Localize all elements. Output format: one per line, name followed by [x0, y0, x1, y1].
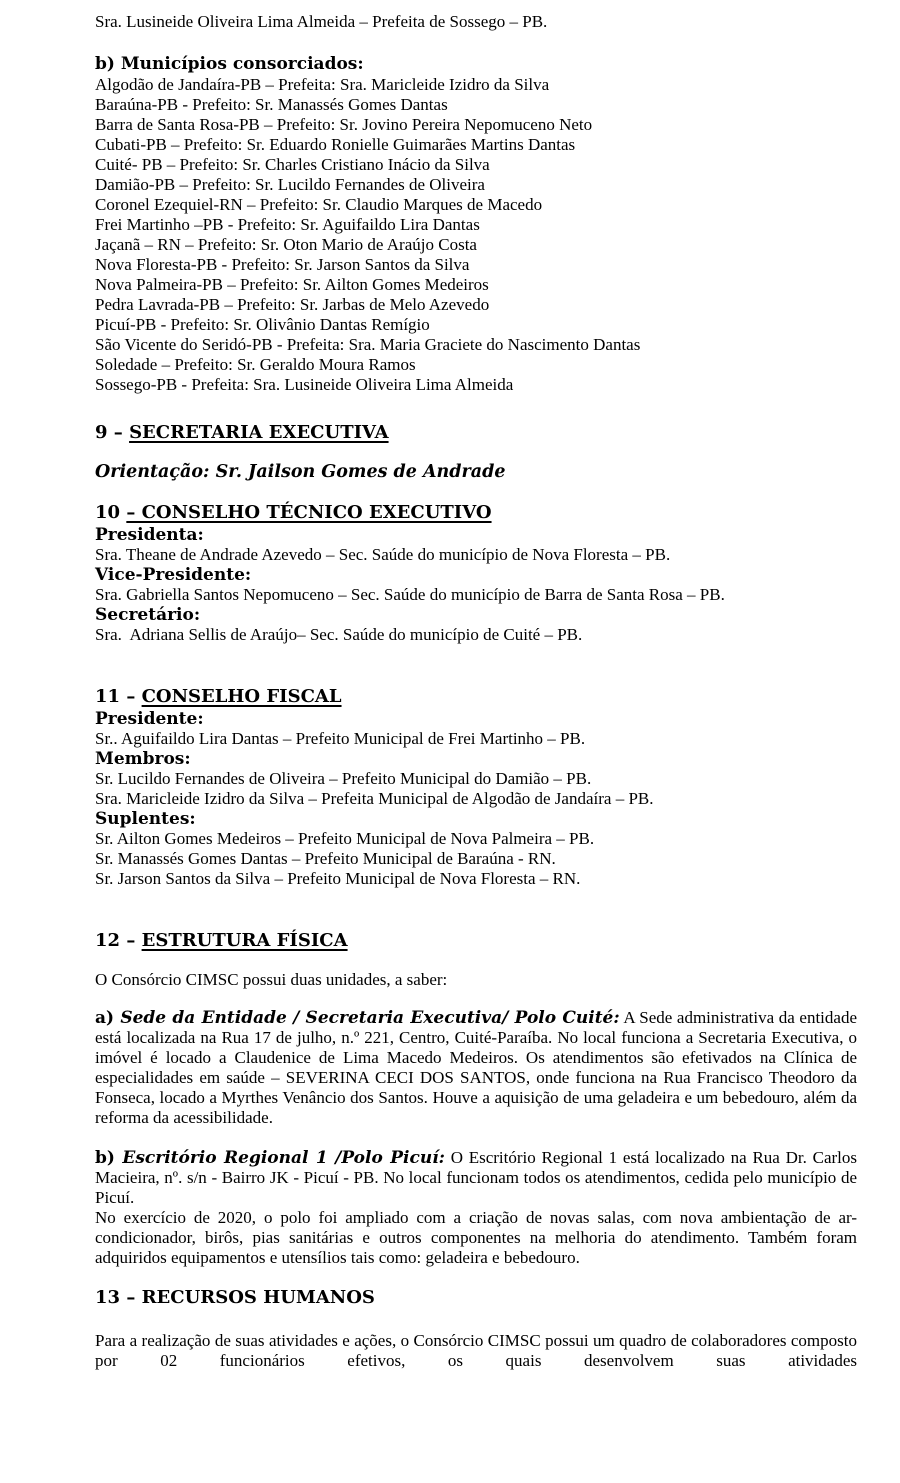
section-number: 12 –	[95, 930, 142, 951]
municipality-line: São Vicente do Seridó-PB - Prefeita: Sra. Maria Graciete do Nascimento Dantas	[95, 335, 641, 354]
municipality-line: Cuité- PB – Prefeito: Sr. Charles Cristiano Inácio da Silva	[95, 155, 490, 174]
group-label: Membros:	[95, 749, 191, 769]
section-11	[95, 685, 857, 889]
role-line: Sra. Gabriella Santos Nepomuceno – Sec. Saúde do município de Barra de Santa Rosa – PB.	[95, 585, 725, 604]
section-heading-11	[95, 685, 857, 709]
consorciados-heading: b) Municípios consorciados:	[95, 54, 364, 74]
paragraph-lead: Sede da Entidade / Secretaria Executiva/ Polo Cuité:	[120, 1008, 620, 1028]
section-heading-13	[95, 1286, 857, 1310]
section-heading-12	[95, 929, 857, 953]
section-number: 11 –	[95, 686, 142, 707]
paragraph-text: A Sede administrativa da entidade está localizada na Rua 17 de julho, n.º 221, Centro, Cuité-Paraíba. No local funciona a Secretaria Executiva, o imóvel é locado a Claudenice de Lima Macedo Medeiros. Os atendimentos são efetivados na Clínica de especialidades em saúde – SEVERINA CECI DOS SANTOS, onde funciona na Rua Francisco Theodoro da Fonseca, locado a Myrthes Venâncio dos Santos. Houve a aquisição de uma geladeira e um bebedouro, além da reforma da acessibilidade.	[95, 1008, 857, 1127]
section-12	[95, 929, 857, 1268]
member-line: Sra. Maricleide Izidro da Silva – Prefeita Municipal de Algodão de Jandaíra – PB.	[95, 789, 654, 808]
paragraph-escritorio	[95, 1148, 857, 1208]
section-number: 13 –	[95, 1287, 142, 1308]
section-heading-9	[95, 421, 857, 445]
role-line: Sra. Adriana Sellis de Araújo– Sec. Saúde do município de Cuité – PB.	[95, 625, 583, 644]
paragraph-escritorio-2: No exercício de 2020, o polo foi ampliado com a criação de novas salas, com nova ambientação de ar-condicionador, birôs, pias sanitárias e outros componentes na melhoria do atendimento. Também foram adquiridos equipamentos e utensílios tais como: geladeira e bebedouro.	[95, 1208, 857, 1267]
municipality-line: Barra de Santa Rosa-PB – Prefeito: Sr. Jovino Pereira Nepomuceno Neto	[95, 115, 593, 134]
section-title: SECRETARIA EXECUTIVA	[129, 422, 389, 443]
member-line: Sr. Manassés Gomes Dantas – Prefeito Municipal de Baraúna - RN.	[95, 849, 556, 868]
municipality-line: Nova Floresta-PB - Prefeito: Sr. Jarson Santos da Silva	[95, 255, 470, 274]
group-label: Suplentes:	[95, 809, 196, 829]
municipality-line: Jaçanã – RN – Prefeito: Sr. Oton Mario de Araújo Costa	[95, 235, 477, 254]
municipality-line: Frei Martinho –PB - Prefeito: Sr. Aguifaildo Lira Dantas	[95, 215, 480, 234]
municipality-line: Coronel Ezequiel-RN – Prefeito: Sr. Claudio Marques de Macedo	[95, 195, 543, 214]
section-number: 9 –	[95, 422, 130, 443]
member-line: Sr. Lucildo Fernandes de Oliveira – Prefeito Municipal do Damião – PB.	[95, 769, 592, 788]
section-heading-10	[95, 501, 857, 525]
role-label: Secretário:	[95, 605, 201, 625]
member-line: Sr. Ailton Gomes Medeiros – Prefeito Municipal de Nova Palmeira – PB.	[95, 829, 595, 848]
section-title: ESTRUTURA FÍSICA	[141, 930, 348, 951]
group-label: Presidente:	[95, 709, 204, 729]
municipality-line: Cubati-PB – Prefeito: Sr. Eduardo Ronielle Guimarães Martins Dantas	[95, 135, 576, 154]
consorciados-block	[95, 54, 857, 395]
section-title: RECURSOS HUMANOS	[141, 1287, 375, 1308]
paragraph-recursos: Para a realização de suas atividades e ações, o Consórcio CIMSC possui um quadro de colaboradores composto por 02 funcionários efetivos, os quais desenvolvem suas atividades	[95, 1331, 857, 1370]
role-label: Vice-Presidente:	[95, 565, 252, 585]
role-line: Sra. Theane de Andrade Azevedo – Sec. Saúde do município de Nova Floresta – PB.	[95, 545, 671, 564]
paragraph-sede	[95, 1008, 857, 1128]
municipality-line: Pedra Lavrada-PB – Prefeito: Sr. Jarbas de Melo Azevedo	[95, 295, 490, 314]
section-10	[95, 501, 857, 645]
municipality-line: Algodão de Jandaíra-PB – Prefeita: Sra. Maricleide Izidro da Silva	[95, 75, 550, 94]
section-title: – CONSELHO TÉCNICO EXECUTIVO	[126, 502, 492, 523]
item-marker-b: b)	[95, 1148, 123, 1168]
municipality-line: Soledade – Prefeito: Sr. Geraldo Moura Ramos	[95, 355, 416, 374]
municipality-line: Sossego-PB - Prefeita: Sra. Lusineide Oliveira Lima Almeida	[95, 375, 514, 394]
municipality-line: Baraúna-PB - Prefeito: Sr. Manassés Gomes Dantas	[95, 95, 448, 114]
municipality-line: Damião-PB – Prefeito: Sr. Lucildo Fernandes de Oliveira	[95, 175, 485, 194]
role-label: Presidenta:	[95, 525, 204, 545]
item-marker-a: a)	[95, 1008, 121, 1028]
municipality-line: Nova Palmeira-PB – Prefeito: Sr. Ailton Gomes Medeiros	[95, 275, 489, 294]
continuation-line: Sra. Lusineide Oliveira Lima Almeida – Prefeita de Sossego – PB.	[95, 12, 548, 31]
municipality-line: Picuí-PB - Prefeito: Sr. Olivânio Dantas Remígio	[95, 315, 430, 334]
member-line: Sr.. Aguifaildo Lira Dantas – Prefeito Municipal de Frei Martinho – PB.	[95, 729, 586, 748]
section-title: CONSELHO FISCAL	[141, 686, 342, 707]
orientacao-line: Orientação: Sr. Jailson Gomes de Andrade	[95, 462, 506, 482]
paragraph-lead: Escritório Regional 1 /Polo Picuí:	[122, 1148, 445, 1168]
paragraph-text: O Escritório Regional 1 está localizado na Rua Dr. Carlos Macieira, nº. s/n - Bairro JK - Picuí - PB. No local funcionam todos os atendimentos, cedida pelo município de Picuí.	[95, 1148, 857, 1207]
section-12-intro: O Consórcio CIMSC possui duas unidades, a saber:	[95, 970, 448, 989]
member-line: Sr. Jarson Santos da Silva – Prefeito Municipal de Nova Floresta – RN.	[95, 869, 581, 888]
section-number: 10	[95, 502, 127, 523]
